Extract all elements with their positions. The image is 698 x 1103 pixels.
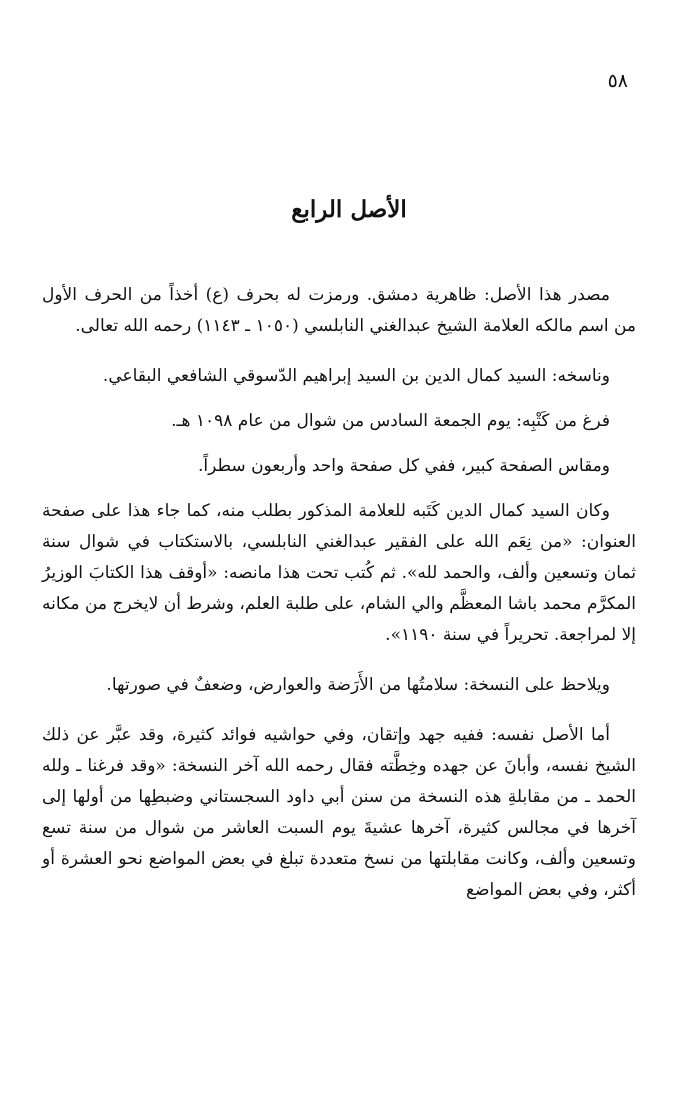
paragraph-condition: ويلاحظ على النسخة: سلامتُها من الأَرَضة والعوارض، وضعفٌ في صورتها. — [106, 675, 610, 695]
page-number: ٥٨ — [607, 70, 628, 92]
section-heading: الأصل الرابع — [291, 196, 407, 223]
paragraph-original: أما الأصل نفسه: ففيه جهد وإتقان، وفي حواشيه فوائد كثيرة، وقد عبَّر عن ذلك الشيخ نفسه، وأبانَ عن جهده وخِطَّته فقال رحمه الله آخر النسخة: «وقد فرغنا ـ ولله الحمد ـ من مقابلةِ هذه النسخة من سنن أبي داود السجستاني وضبطِها من أولها إلى آخرها في مجالس كثيرة، آخرها عشيةَ يوم السبت العاشر من شوال من سنة تسع وتسعين وألف، وكانت مقابلتها من نسخ متعددة تبلغ في بعض المواضع نحو العشرة أو أكثر، وفي بعض المواضع — [42, 725, 636, 900]
paragraph-completion-date: فرغ من كَتْبِه: يوم الجمعة السادس من شوال من عام ١٠٩٨ هـ. — [171, 411, 610, 431]
paragraph-page-size: ومقاس الصفحة كبير، ففي كل صفحة واحد وأربعون سطراً. — [197, 456, 610, 476]
paragraph-copyist: وناسخه: السيد كمال الدين بن السيد إبراهيم الدّسوقي الشافعي البقاعي. — [102, 366, 610, 386]
paragraph-commission: وكان السيد كمال الدين كَتَبه للعلامة المذكور بطلب منه، كما جاء هذا على صفحة العنوان: «من نِعَم الله على الفقير عبدالغني النابلسي، بالاستكتاب في شوال سنة ثمان وتسعين وألف، والحمد لله». ثم كُتب تحت هذا مانصه: «أوقف هذا الكتابَ الوزيرُ المكرَّم محمد باشا المعظَّم والي الشام، على طلبة العلم، وشرط أن لايخرج من مكانه إلا لمراجعة. تحريراً في سنة ١١٩٠». — [42, 501, 636, 645]
paragraph-source: مصدر هذا الأصل: ظاهرية دمشق. ورمزت له بحرف (ع) أخذاً من الحرف الأول من اسم مالكه العلامة الشيخ عبدالغني النابلسي (١٠٥٠ ـ ١١٤٣) رحمه الله تعالى. — [42, 285, 636, 336]
body-text — [42, 280, 636, 925]
